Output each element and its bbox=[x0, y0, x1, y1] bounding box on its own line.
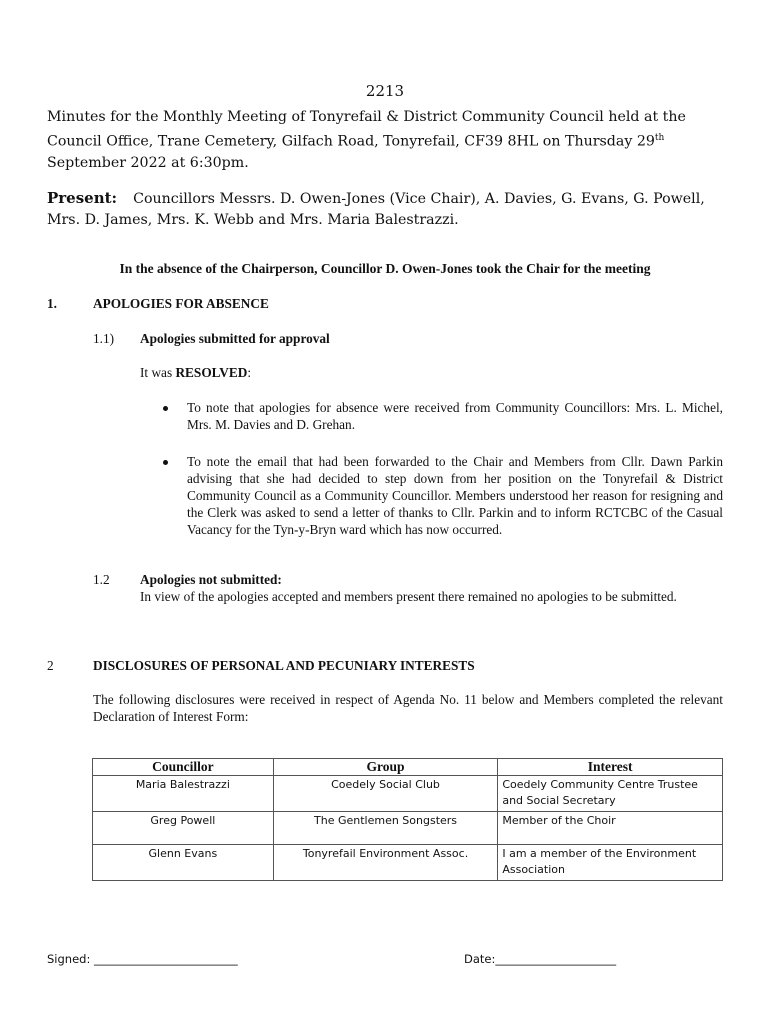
cell-group: The Gentlemen Songsters bbox=[273, 812, 498, 845]
title-superscript: th bbox=[654, 133, 665, 143]
section1-heading: APOLOGIES FOR ABSENCE bbox=[93, 296, 269, 311]
sub2-heading: Apologies not submitted: bbox=[140, 572, 282, 587]
cell-councillor: Greg Powell bbox=[93, 812, 274, 845]
sub1-heading: Apologies submitted for approval bbox=[140, 331, 330, 346]
title-text: Minutes for the Monthly Meeting of Tonyrefail & District Community Council held at the Council Office, Trane Cemetery, Gilfach Road, Tonyrefail, CF39 8HL on Thursday 29 bbox=[47, 109, 686, 150]
bullet-icon bbox=[163, 460, 168, 465]
interests-table bbox=[92, 758, 723, 881]
section2-intro: The following disclosures were received in respect of Agenda No. 11 below and Members completed the relevant Declaration of Interest Form: bbox=[93, 692, 723, 724]
section1-number: 1. bbox=[47, 296, 57, 311]
table-row bbox=[93, 845, 723, 881]
resolved-prefix: It was bbox=[140, 365, 176, 380]
present-label: Present: bbox=[47, 189, 118, 207]
cell-group: Tonyrefail Environment Assoc. bbox=[273, 845, 498, 881]
sub2-number: 1.2 bbox=[93, 572, 110, 587]
signed-line: Signed: _________________________ bbox=[47, 952, 238, 966]
sub2-text: In view of the apologies accepted and members present there remained no apologies to be submitted. bbox=[140, 589, 677, 604]
sub1-number: 1.1) bbox=[93, 331, 115, 346]
present-text: Councillors Messrs. D. Owen-Jones (Vice Chair), A. Davies, G. Evans, G. Powell, Mrs. D. James, Mrs. K. Webb and Mrs. Maria Balestrazzi. bbox=[47, 191, 705, 228]
minutes-title bbox=[47, 107, 737, 174]
chair-note: In the absence of the Chairperson, Councillor D. Owen-Jones took the Chair for the meeting bbox=[119, 261, 651, 276]
bullet-icon bbox=[163, 406, 168, 411]
column-header-group: Group bbox=[273, 759, 498, 776]
table-row bbox=[93, 812, 723, 845]
cell-interest: Coedely Community Centre Trustee and Social Secretary bbox=[498, 776, 723, 812]
cell-councillor: Glenn Evans bbox=[93, 845, 274, 881]
bullet-resignation: To note the email that had been forwarded to the Chair and Members from Cllr. Dawn Parkin advising that she had decided to step down from her position on the Tonyrefail & District Community Council as a Community Councillor. Members understood her reason for resigning and the Clerk was asked to send a letter of thanks to Cllr. Parkin and to inform RCTCBC of the Casual Vacancy for the Tyn-y-Bryn ward which has now occurred. bbox=[187, 454, 723, 537]
cell-interest: Member of the Choir bbox=[498, 812, 723, 845]
cell-councillor: Maria Balestrazzi bbox=[93, 776, 274, 812]
bullet-apologies: To note that apologies for absence were received from Community Councillors: Mrs. L. Michel, Mrs. M. Davies and D. Grehan. bbox=[187, 400, 723, 432]
page-number: 2213 bbox=[365, 82, 405, 100]
resolved-word: RESOLVED bbox=[175, 365, 248, 380]
title-tail: September 2022 at 6:30pm. bbox=[47, 154, 249, 171]
column-header-interest: Interest bbox=[498, 759, 723, 776]
section2-heading: DISCLOSURES OF PERSONAL AND PECUNIARY INTERESTS bbox=[93, 658, 475, 673]
resolved-line bbox=[140, 364, 251, 381]
present-paragraph bbox=[47, 188, 737, 231]
table-header-row bbox=[93, 759, 723, 776]
resolved-suffix: : bbox=[247, 365, 252, 380]
date-line: Date:_____________________ bbox=[464, 952, 617, 966]
cell-group: Coedely Social Club bbox=[273, 776, 498, 812]
column-header-councillor: Councillor bbox=[93, 759, 274, 776]
table-row bbox=[93, 776, 723, 812]
section2-number: 2 bbox=[47, 658, 54, 673]
cell-interest: I am a member of the Environment Association bbox=[498, 845, 723, 881]
